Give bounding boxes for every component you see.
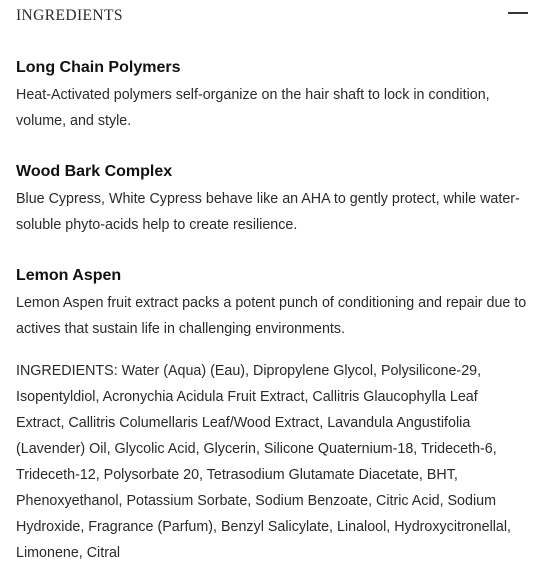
section-heading: Wood Bark Complex — [16, 163, 173, 180]
section-body: Blue Cypress, White Cypress behave like an AHA to gently protect, while water-soluble phyto-acids help to create resilience. — [16, 191, 520, 233]
ingredients-list: INGREDIENTS: Water (Aqua) (Eau), Dipropylene Glycol, Polysilicone-29, Isopentyldiol, Acronychia Acidula Fruit Extract, Callitris Glaucophylla Leaf Extract, Callitris Columellaris Leaf/Wood Extract, Lavandula Angustifolia (Lavender) Oil, Glycolic Acid, Glycerin, Silicone Quaternium-18, Trideceth-6, Trideceth-12, Polysorbate 20, Tetrasodium Glutamate Diacetate, BHT, Phenoxyethanol, Potassium Sorbate, Sodium Benzoate, Citric Acid, Sodium Hydroxide, Fragrance (Parfum), Benzyl Salicylate, Linalool, Hydroxycitronellal, Limonene, Citral — [16, 363, 512, 561]
ingredients-accordion-header[interactable] — [16, 4, 528, 28]
section-wood-bark-complex — [16, 162, 528, 238]
section-heading: Lemon Aspen — [16, 267, 122, 284]
accordion-title: INGREDIENTS — [16, 7, 123, 24]
section-heading: Long Chain Polymers — [16, 59, 181, 76]
section-lemon-aspen — [16, 266, 528, 342]
section-long-chain-polymers — [16, 58, 528, 134]
section-body: Heat-Activated polymers self-organize on the hair shaft to lock in condition, volume, and style. — [16, 87, 490, 129]
section-body: Lemon Aspen fruit extract packs a potent punch of conditioning and repair due to actives that sustain life in challenging environments. — [16, 295, 527, 337]
minus-icon[interactable] — [508, 12, 528, 14]
